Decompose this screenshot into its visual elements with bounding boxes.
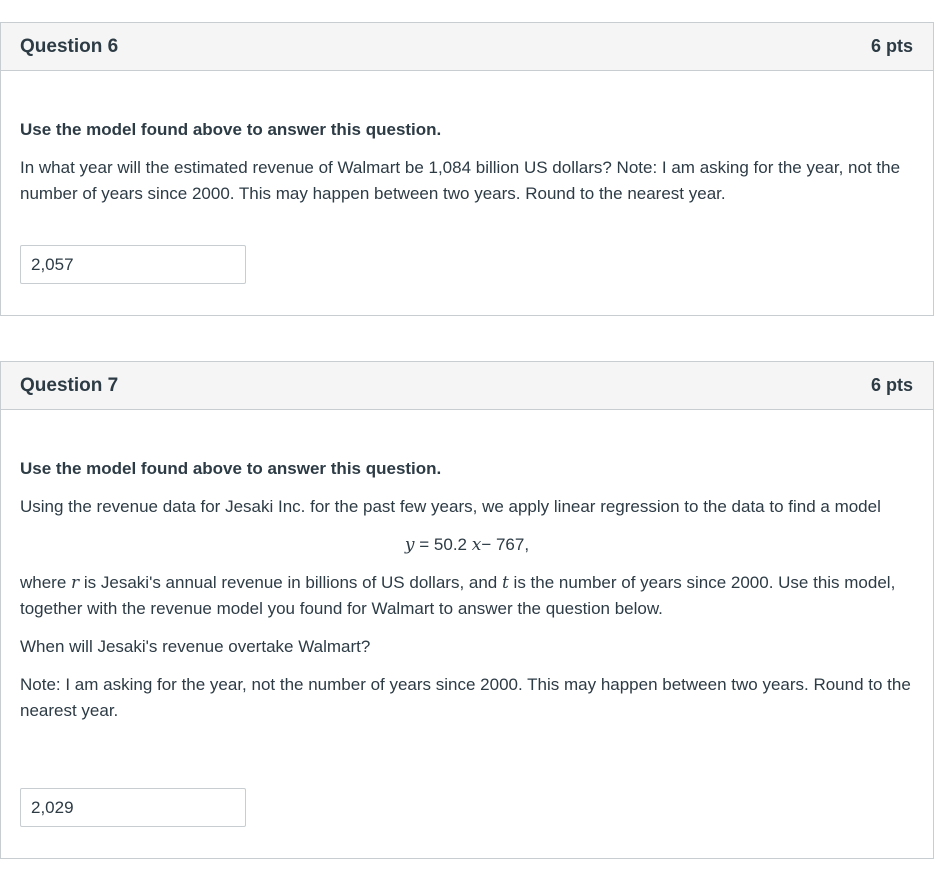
question-7-question: When will Jesaki's revenue overtake Walmart?	[20, 637, 371, 656]
regression-formula	[20, 532, 914, 558]
question-6-body	[1, 117, 933, 207]
formula-variable: x	[471, 535, 482, 555]
question-7-title: Question 7	[20, 374, 119, 396]
question-6-lead: Use the model found above to answer this question.	[20, 120, 442, 139]
formula-rest: − 767,	[481, 535, 530, 554]
formula-equals: =	[414, 535, 434, 554]
question-7-note: Note: I am asking for the year, not the number of years since 2000. This may happen between two years. Round to the nearest year.	[20, 675, 911, 720]
question-7-card	[0, 361, 934, 859]
question-7-intro: Using the revenue data for Jesaki Inc. for the past few years, we apply linear regression to the data to find a model	[20, 497, 881, 516]
variable-r: r	[71, 573, 80, 593]
question-7-header	[1, 362, 933, 410]
question-7-answer-input[interactable]: 2,029	[20, 788, 246, 827]
question-6-title: Question 6	[20, 35, 119, 57]
where-text-2: is Jesaki's annual revenue in billions of US dollars, and	[79, 573, 502, 592]
question-7-points: 6 pts	[870, 375, 913, 395]
formula-coefficient: 50.2	[433, 535, 472, 554]
where-text-1: where	[20, 573, 72, 592]
formula-lhs: y	[404, 535, 415, 555]
where-text-3: is the number of years since 2000. Use this model, together with the revenue model you found for Walmart to answer the question below.	[20, 573, 896, 618]
question-7-lead: Use the model found above to answer this question.	[20, 459, 442, 478]
question-6-header	[1, 23, 933, 71]
question-6-prompt: In what year will the estimated revenue of Walmart be 1,084 billion US dollars? Note: I am asking for the year, not the number of years since 2000. This may happen between two years. Round to the nearest year.	[20, 158, 901, 203]
question-6-card	[0, 22, 934, 316]
variable-t: t	[501, 573, 509, 593]
question-7-where	[20, 570, 914, 622]
question-6-answer-input[interactable]: 2,057	[20, 245, 246, 284]
question-7-body	[1, 456, 933, 724]
question-6-points: 6 pts	[870, 36, 913, 56]
